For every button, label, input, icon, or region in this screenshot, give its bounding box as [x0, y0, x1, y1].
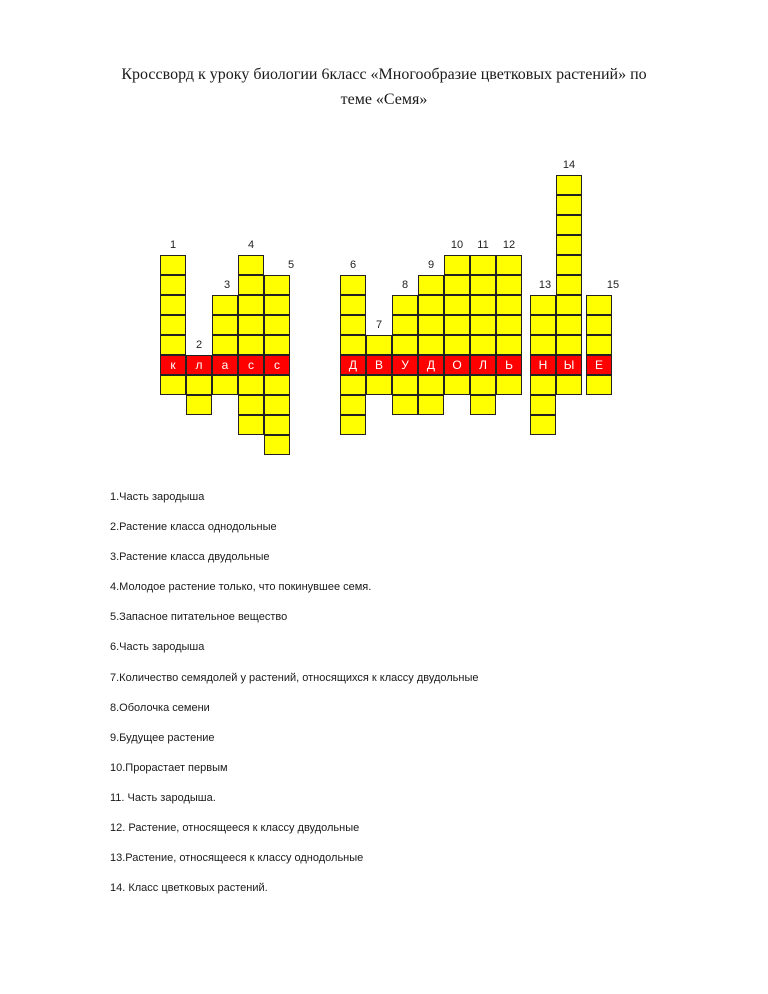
clue-12: 12. Растение, относящееся к классу двудольные	[110, 822, 360, 835]
crossword-cell	[444, 295, 470, 315]
crossword-cell	[340, 315, 366, 335]
crossword-cell	[160, 315, 186, 335]
clue-9: 9.Будущее растение	[110, 731, 215, 744]
crossword-cell	[340, 295, 366, 315]
crossword-cell	[556, 335, 582, 355]
crossword-cell	[470, 275, 496, 295]
clue-number-6: 6	[349, 259, 357, 271]
crossword-cell	[556, 375, 582, 395]
crossword-cell	[530, 295, 556, 315]
keyword-cell: Д	[418, 355, 444, 375]
crossword-cell	[160, 275, 186, 295]
keyword-cell: л	[186, 355, 212, 375]
crossword-cell	[160, 335, 186, 355]
crossword-cell	[238, 415, 264, 435]
crossword-cell	[160, 295, 186, 315]
crossword-cell	[238, 335, 264, 355]
crossword-cell	[366, 375, 392, 395]
crossword-cell	[418, 395, 444, 415]
crossword-cell	[586, 335, 612, 355]
clue-4: 4.Молодое растение только, что покинувшее семя.	[110, 581, 372, 594]
crossword-cell	[212, 315, 238, 335]
crossword-cell	[530, 335, 556, 355]
crossword-cell	[340, 395, 366, 415]
crossword-cell	[366, 335, 392, 355]
clue-number-10: 10	[450, 239, 464, 251]
crossword-cell	[212, 335, 238, 355]
crossword-cell	[444, 275, 470, 295]
clue-13: 13.Растение, относящееся к классу однодольные	[110, 852, 364, 865]
clue-number-8: 8	[401, 279, 409, 291]
keyword-cell: Д	[340, 355, 366, 375]
crossword-cell	[586, 295, 612, 315]
crossword-cell	[496, 375, 522, 395]
crossword-cell	[340, 415, 366, 435]
crossword-cell	[418, 275, 444, 295]
crossword-cell	[556, 255, 582, 275]
crossword-cell	[186, 395, 212, 415]
crossword-cell	[444, 375, 470, 395]
crossword-cell	[496, 315, 522, 335]
crossword-cell	[470, 395, 496, 415]
clue-number-4: 4	[247, 239, 255, 251]
clue-number-3: 3	[223, 279, 231, 291]
keyword-cell: Л	[470, 355, 496, 375]
clue-3: 3.Растение класса двудольные	[110, 551, 270, 564]
clue-2: 2.Растение класса однодольные	[110, 521, 277, 534]
crossword-cell	[264, 315, 290, 335]
crossword-cell	[392, 395, 418, 415]
crossword-cell	[340, 275, 366, 295]
crossword-cell	[264, 335, 290, 355]
crossword-cell	[340, 375, 366, 395]
crossword-cell	[530, 395, 556, 415]
crossword-cell	[186, 375, 212, 395]
crossword-cell	[264, 275, 290, 295]
clue-number-15: 15	[606, 279, 620, 291]
crossword-cell	[238, 255, 264, 275]
keyword-cell: Ы	[556, 355, 582, 375]
keyword-cell: О	[444, 355, 470, 375]
crossword-cell	[530, 415, 556, 435]
clue-1: 1.Часть зародыша	[110, 491, 205, 503]
crossword-cell	[470, 315, 496, 335]
keyword-cell: к	[160, 355, 186, 375]
keyword-cell: а	[212, 355, 238, 375]
crossword-cell	[444, 315, 470, 335]
crossword-cell	[586, 375, 612, 395]
keyword-cell: Ь	[496, 355, 522, 375]
clue-5: 5.Запасное питательное вещество	[110, 611, 288, 624]
clue-number-11: 11	[477, 239, 489, 251]
crossword-cell	[238, 295, 264, 315]
clue-10: 10.Прорастает первым	[110, 761, 228, 774]
title-line-1: Кроссворд к уроку биологии 6класс «Многообразие цветковых растений» по	[121, 66, 647, 83]
crossword-cell	[418, 295, 444, 315]
crossword-cell	[496, 275, 522, 295]
clue-6: 6.Часть зародыша	[110, 641, 205, 654]
crossword-cell	[496, 255, 522, 275]
crossword-cell	[264, 435, 290, 455]
crossword-cell	[530, 375, 556, 395]
crossword-cell	[264, 395, 290, 415]
crossword-cell	[496, 295, 522, 315]
crossword-cell	[392, 315, 418, 335]
clue-number-12: 12	[502, 239, 516, 251]
clue-number-5: 5	[287, 259, 295, 271]
crossword-grid	[0, 0, 768, 470]
clue-14: 14. Класс цветковых растений.	[110, 882, 268, 895]
crossword-cell	[496, 335, 522, 355]
keyword-cell: У	[392, 355, 418, 375]
crossword-cell	[556, 315, 582, 335]
clue-number-14: 14	[562, 159, 576, 171]
crossword-cell	[264, 375, 290, 395]
crossword-cell	[444, 255, 470, 275]
clue-8: 8.Оболочка семени	[110, 701, 210, 714]
crossword-cell	[418, 375, 444, 395]
crossword-cell	[470, 375, 496, 395]
crossword-cell	[418, 335, 444, 355]
crossword-cell	[340, 335, 366, 355]
crossword-cell	[160, 255, 186, 275]
crossword-cell	[264, 415, 290, 435]
crossword-cell	[212, 295, 238, 315]
crossword-cell	[444, 335, 470, 355]
clue-number-7: 7	[375, 319, 383, 331]
crossword-cell	[470, 335, 496, 355]
keyword-cell: Е	[586, 355, 612, 375]
crossword-cell	[160, 375, 186, 395]
crossword-cell	[238, 315, 264, 335]
clue-7: 7.Количество семядолей у растений, относящихся к классу двудольные	[110, 671, 479, 684]
clue-list	[110, 490, 730, 911]
crossword-cell	[470, 295, 496, 315]
title-line-2: теме «Семя»	[340, 91, 428, 108]
clue-11: 11. Часть зародыша.	[110, 791, 216, 804]
crossword-cell	[418, 315, 444, 335]
crossword-cell	[264, 295, 290, 315]
crossword-cell	[556, 295, 582, 315]
crossword-cell	[556, 195, 582, 215]
crossword-cell	[470, 255, 496, 275]
keyword-cell: с	[264, 355, 290, 375]
crossword-cell	[392, 375, 418, 395]
crossword-cell	[212, 375, 238, 395]
crossword-cell	[238, 395, 264, 415]
clue-number-2: 2	[195, 339, 203, 351]
clue-number-13: 13	[538, 279, 552, 291]
keyword-cell: с	[238, 355, 264, 375]
crossword-cell	[392, 295, 418, 315]
crossword-cell	[556, 235, 582, 255]
keyword-cell: В	[366, 355, 392, 375]
crossword-cell	[238, 375, 264, 395]
crossword-cell	[586, 315, 612, 335]
crossword-cell	[556, 215, 582, 235]
keyword-cell: Н	[530, 355, 556, 375]
crossword-cell	[556, 175, 582, 195]
crossword-cell	[530, 315, 556, 335]
crossword-cell	[392, 335, 418, 355]
crossword-cell	[238, 275, 264, 295]
crossword-cell	[556, 275, 582, 295]
clue-number-9: 9	[427, 259, 435, 271]
clue-number-1: 1	[169, 239, 177, 251]
